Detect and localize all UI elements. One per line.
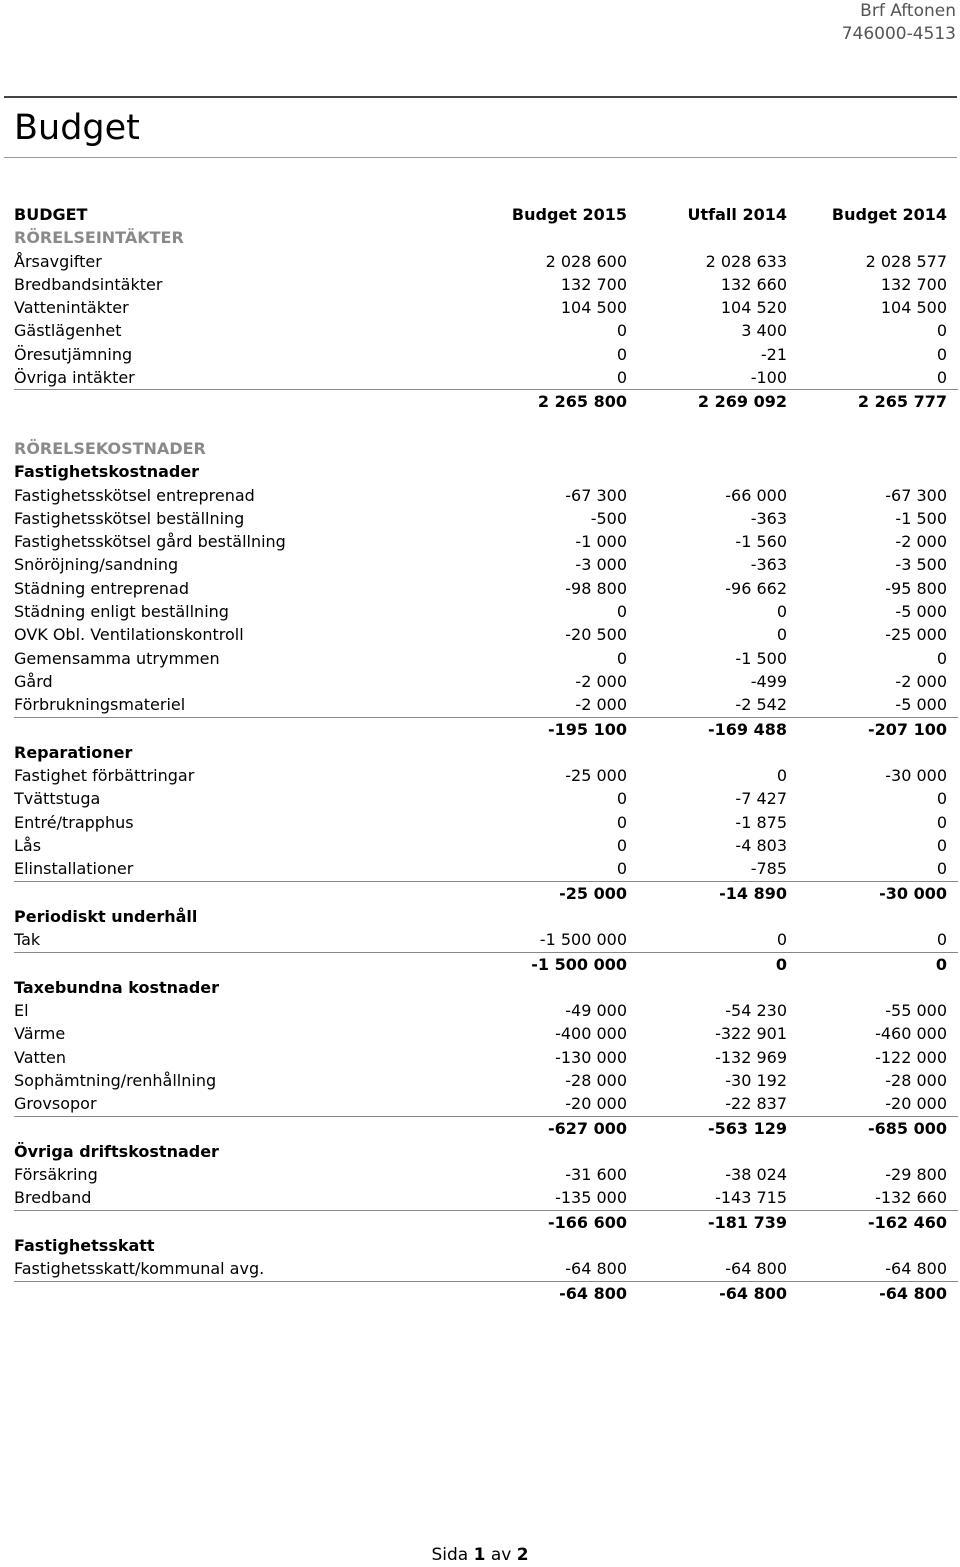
value-budget-2015: 2 265 800	[537, 392, 627, 412]
row-label: Vattenintäkter	[14, 298, 129, 318]
value-budget-2015: -2 000	[575, 671, 627, 691]
organization-name: Brf Aftonen	[860, 1, 956, 21]
value-utfall-2014: -563 129	[707, 1118, 787, 1138]
subtotal-row	[14, 389, 958, 413]
row-label: Övriga driftskostnader	[14, 1141, 219, 1161]
table-row	[14, 1092, 958, 1115]
value-utfall-2014: 0	[775, 954, 787, 974]
value-budget-2015: -64 800	[559, 1283, 627, 1303]
value-budget-2014: -5 000	[895, 695, 947, 715]
value-budget-2014: -460 000	[875, 1024, 947, 1044]
row-label: Elinstallationer	[14, 859, 134, 879]
value-budget-2014: 0	[936, 859, 947, 879]
value-budget-2014: -2 000	[895, 671, 947, 691]
table-row	[14, 647, 958, 670]
value-utfall-2014: -100	[750, 368, 787, 388]
table-row	[14, 273, 958, 296]
value-budget-2014: 0	[935, 954, 947, 974]
value-utfall-2014: -21	[760, 344, 787, 364]
group-heading-row	[14, 1234, 958, 1257]
value-budget-2015: -400 000	[555, 1024, 627, 1044]
value-utfall-2014: -66 000	[725, 485, 787, 505]
budget-table	[14, 203, 958, 1305]
row-label: El	[14, 1001, 29, 1021]
row-label: Fastighetsskötsel entreprenad	[14, 485, 255, 505]
value-budget-2015: -49 000	[565, 1001, 627, 1021]
value-utfall-2014: -1 875	[735, 812, 787, 832]
value-utfall-2014: -363	[750, 508, 787, 528]
value-budget-2015: 0	[616, 812, 627, 832]
value-budget-2014: 0	[936, 930, 947, 950]
row-label: Fastighetsskötsel gård beställning	[14, 532, 286, 552]
subtotal-row	[14, 952, 958, 976]
value-budget-2015: -500	[590, 508, 627, 528]
table-row	[14, 623, 958, 646]
table-row	[14, 693, 958, 716]
header-budget-2014: Budget 2014	[831, 205, 947, 224]
row-label: Övriga intäkter	[14, 368, 135, 388]
table-row	[14, 250, 958, 273]
row-label: Snöröjning/sandning	[14, 555, 179, 575]
row-label: Bredband	[14, 1188, 92, 1208]
row-label: Tvättstuga	[14, 789, 101, 809]
value-utfall-2014: -1 500	[735, 648, 787, 668]
value-utfall-2014: -96 662	[725, 578, 787, 598]
row-label: Tak	[14, 930, 41, 950]
table-row	[14, 296, 958, 319]
value-budget-2015: -130 000	[555, 1047, 627, 1067]
value-budget-2014: -122 000	[875, 1047, 947, 1067]
footer-total-pages: 2	[516, 1545, 529, 1565]
value-budget-2014: -64 800	[879, 1283, 947, 1303]
section-heading-row	[14, 437, 958, 460]
value-utfall-2014: -169 488	[707, 719, 787, 739]
table-row	[14, 319, 958, 342]
value-utfall-2014: -54 230	[725, 1001, 787, 1021]
value-utfall-2014: 3 400	[741, 321, 787, 341]
section-heading-row	[14, 226, 958, 249]
table-row	[14, 530, 958, 553]
title-top-rule	[4, 96, 957, 98]
value-budget-2014: -67 300	[885, 485, 947, 505]
table-row	[14, 1069, 958, 1092]
page-footer	[0, 1545, 960, 1565]
subtotal-row	[14, 881, 958, 905]
value-budget-2014: -28 000	[885, 1070, 947, 1090]
table-row	[14, 999, 958, 1022]
value-budget-2014: -64 800	[885, 1259, 947, 1279]
value-budget-2015: 104 500	[560, 298, 627, 318]
value-budget-2014: 2 028 577	[865, 251, 947, 271]
table-row	[14, 484, 958, 507]
value-budget-2015: 0	[616, 602, 627, 622]
value-budget-2015: 0	[616, 321, 627, 341]
row-label: Öresutjämning	[14, 344, 133, 364]
row-label: Vatten	[14, 1047, 67, 1067]
title-bottom-rule	[4, 157, 957, 158]
subtotal-row	[14, 1281, 958, 1305]
row-label: Städning entreprenad	[14, 578, 190, 598]
footer-mid: av	[490, 1545, 512, 1565]
value-budget-2014: -1 500	[895, 508, 947, 528]
value-budget-2015: -25 000	[565, 766, 627, 786]
footer-page-number: 1	[473, 1545, 486, 1565]
value-budget-2015: -135 000	[555, 1188, 627, 1208]
value-budget-2015: -64 800	[565, 1259, 627, 1279]
value-budget-2015: -1 000	[575, 532, 627, 552]
value-budget-2014: -29 800	[885, 1165, 947, 1185]
row-label: OVK Obl. Ventilationskontroll	[14, 625, 244, 645]
row-label: RÖRELSEINTÄKTER	[14, 228, 184, 248]
table-row	[14, 811, 958, 834]
row-label: Gård	[14, 671, 53, 691]
value-budget-2014: 0	[936, 344, 947, 364]
table-row	[14, 928, 958, 951]
row-label: Entré/trapphus	[14, 812, 134, 832]
value-utfall-2014: 0	[776, 625, 787, 645]
group-heading-row	[14, 741, 958, 764]
table-row	[14, 507, 958, 530]
value-budget-2015: 0	[616, 648, 627, 668]
row-label: Periodiskt underhåll	[14, 906, 198, 926]
value-utfall-2014: -64 800	[725, 1259, 787, 1279]
value-utfall-2014: -143 715	[715, 1188, 787, 1208]
table-row	[14, 787, 958, 810]
value-budget-2014: -132 660	[875, 1188, 947, 1208]
value-budget-2015: 132 700	[560, 274, 627, 294]
table-row	[14, 764, 958, 787]
value-budget-2014: -207 100	[867, 719, 947, 739]
value-budget-2015: 0	[616, 836, 627, 856]
table-row	[14, 366, 958, 389]
value-utfall-2014: 0	[776, 602, 787, 622]
value-budget-2014: -5 000	[895, 602, 947, 622]
value-utfall-2014: -132 969	[715, 1047, 787, 1067]
value-utfall-2014: 2 269 092	[697, 392, 787, 412]
value-budget-2014: 2 265 777	[857, 392, 947, 412]
row-label: Gästlägenhet	[14, 321, 122, 341]
value-budget-2014: 0	[936, 812, 947, 832]
value-budget-2015: 0	[616, 344, 627, 364]
value-utfall-2014: -7 427	[735, 789, 787, 809]
value-budget-2014: -685 000	[867, 1118, 947, 1138]
subtotal-row	[14, 1210, 958, 1234]
row-label: Förbrukningsmateriel	[14, 695, 186, 715]
value-utfall-2014: -14 890	[719, 883, 787, 903]
value-budget-2015: -67 300	[565, 485, 627, 505]
row-label: Fastighetsskatt/kommunal avg.	[14, 1259, 265, 1279]
value-budget-2014: -25 000	[885, 625, 947, 645]
subtotal-row	[14, 1116, 958, 1140]
row-label: Bredbandsintäkter	[14, 274, 163, 294]
table-row	[14, 577, 958, 600]
group-heading-row	[14, 905, 958, 928]
group-heading-row	[14, 976, 958, 999]
spacer-row	[14, 414, 958, 437]
table-row	[14, 600, 958, 623]
value-budget-2015: 0	[616, 789, 627, 809]
value-budget-2014: -20 000	[885, 1094, 947, 1114]
table-header-row	[14, 203, 958, 226]
value-utfall-2014: -38 024	[725, 1165, 787, 1185]
value-utfall-2014: -22 837	[725, 1094, 787, 1114]
value-budget-2014: -95 800	[885, 578, 947, 598]
value-utfall-2014: -30 192	[725, 1070, 787, 1090]
footer-prefix: Sida	[431, 1545, 469, 1565]
value-utfall-2014: -322 901	[715, 1024, 787, 1044]
value-utfall-2014: 104 520	[720, 298, 787, 318]
value-budget-2015: -627 000	[547, 1118, 627, 1138]
value-utfall-2014: -499	[750, 671, 787, 691]
value-budget-2015: -3 000	[575, 555, 627, 575]
value-budget-2015: 2 028 600	[545, 251, 627, 271]
value-utfall-2014: -4 803	[735, 836, 787, 856]
table-row	[14, 1163, 958, 1186]
value-utfall-2014: 132 660	[720, 274, 787, 294]
value-budget-2014: -2 000	[895, 532, 947, 552]
value-utfall-2014: 0	[776, 930, 787, 950]
row-label: Värme	[14, 1024, 66, 1044]
value-utfall-2014: -785	[750, 859, 787, 879]
row-label: Försäkring	[14, 1165, 98, 1185]
group-heading-row	[14, 1140, 958, 1163]
value-budget-2015: -2 000	[575, 695, 627, 715]
value-budget-2014: -55 000	[885, 1001, 947, 1021]
value-budget-2015: -166 600	[547, 1212, 627, 1232]
value-utfall-2014: 0	[776, 766, 787, 786]
value-budget-2015: -1 500 000	[531, 954, 627, 974]
table-row	[14, 834, 958, 857]
value-utfall-2014: -64 800	[719, 1283, 787, 1303]
value-utfall-2014: 2 028 633	[705, 251, 787, 271]
row-label: Fastighet förbättringar	[14, 766, 195, 786]
table-row	[14, 343, 958, 366]
table-row	[14, 857, 958, 880]
row-label: Fastighetsskatt	[14, 1236, 155, 1256]
row-label: Årsavgifter	[14, 251, 102, 271]
row-label: Gemensamma utrymmen	[14, 648, 220, 668]
header-utfall-2014: Utfall 2014	[687, 205, 787, 224]
value-budget-2014: 0	[936, 368, 947, 388]
value-budget-2015: 0	[616, 859, 627, 879]
organization-header	[842, 0, 956, 46]
row-label: Fastighetsskötsel beställning	[14, 508, 245, 528]
value-budget-2014: -162 460	[867, 1212, 947, 1232]
header-budget-2015: Budget 2015	[511, 205, 627, 224]
value-utfall-2014: -181 739	[707, 1212, 787, 1232]
value-budget-2014: 104 500	[880, 298, 947, 318]
value-budget-2014: 0	[936, 648, 947, 668]
row-label: Städning enligt beställning	[14, 602, 229, 622]
table-row	[14, 1186, 958, 1209]
value-budget-2015: -25 000	[559, 883, 627, 903]
value-budget-2014: -3 500	[895, 555, 947, 575]
page-title: Budget	[14, 108, 140, 148]
value-budget-2014: 0	[936, 321, 947, 341]
row-label: Fastighetskostnader	[14, 462, 200, 482]
table-row	[14, 670, 958, 693]
row-label: RÖRELSEKOSTNADER	[14, 438, 206, 458]
group-heading-row	[14, 460, 958, 483]
value-budget-2015: -31 600	[565, 1165, 627, 1185]
subtotal-row	[14, 717, 958, 741]
value-budget-2014: 132 700	[880, 274, 947, 294]
value-budget-2015: 0	[616, 368, 627, 388]
table-row	[14, 1257, 958, 1280]
value-budget-2015: -195 100	[547, 719, 627, 739]
row-label: Taxebundna kostnader	[14, 977, 220, 997]
value-budget-2015: -20 500	[565, 625, 627, 645]
header-label: BUDGET	[14, 205, 88, 224]
value-utfall-2014: -1 560	[735, 532, 787, 552]
organization-number: 746000-4513	[841, 24, 956, 44]
row-label: Grovsopor	[14, 1094, 97, 1114]
value-budget-2014: -30 000	[879, 883, 947, 903]
value-budget-2014: -30 000	[885, 766, 947, 786]
value-utfall-2014: -2 542	[735, 695, 787, 715]
row-label: Reparationer	[14, 742, 133, 762]
table-row	[14, 1046, 958, 1069]
value-budget-2015: -1 500 000	[539, 930, 627, 950]
value-budget-2014: 0	[936, 789, 947, 809]
value-budget-2014: 0	[936, 836, 947, 856]
value-budget-2015: -20 000	[565, 1094, 627, 1114]
row-label: Sophämtning/renhållning	[14, 1070, 217, 1090]
table-row	[14, 1022, 958, 1045]
value-utfall-2014: -363	[750, 555, 787, 575]
value-budget-2015: -98 800	[565, 578, 627, 598]
table-row	[14, 553, 958, 576]
value-budget-2015: -28 000	[565, 1070, 627, 1090]
row-label: Lås	[14, 836, 42, 856]
